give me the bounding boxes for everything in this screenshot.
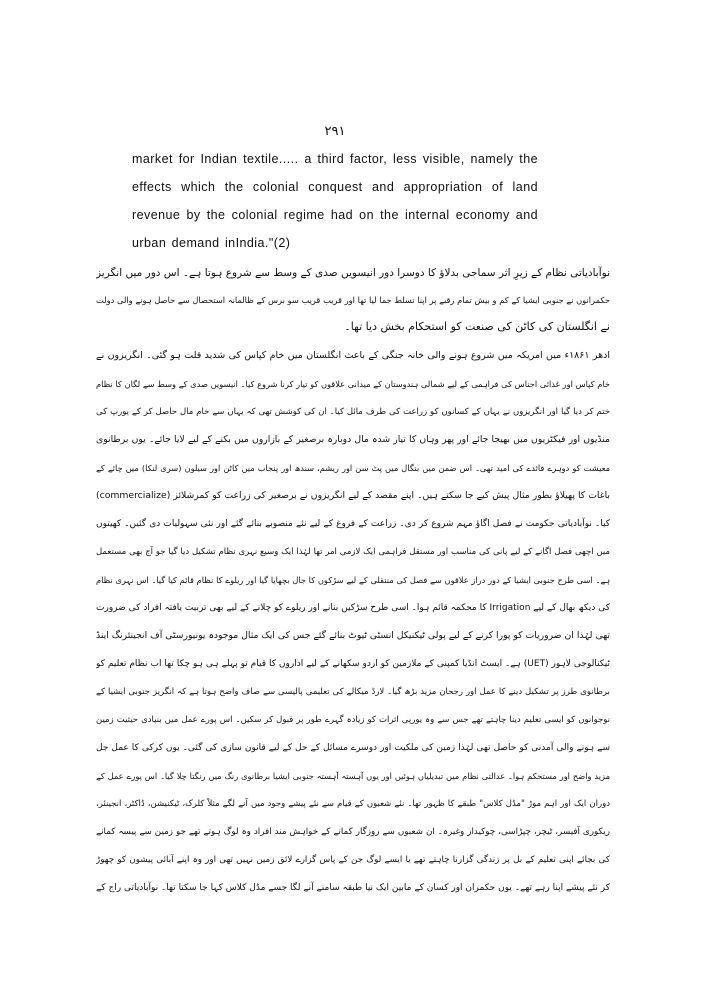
urdu-line-11: میں اچھی فصل اگانے کے لیے پانی کی مناسب اور مستقل فراہمی ایک لازمی امر تھا لہٰذا ایک وسیع نہری نظام تشکیل دیا گیا جو آج بھی مستعمل: [96, 547, 610, 557]
urdu-line-15: ٹیکنالوجی لاہور (UET) ہے۔ ایسٹ انڈیا کمپنی کے ملازمین کو اردو سکھانے کے لیے اداروں کا قیام تو پہلے ہی ہو چکا تھا اب نظام تعلیم کو: [96, 659, 610, 669]
urdu-line-9: باغات کا پھیلاؤ بطور مثال پیش کیے جا سکتے ہیں۔ اپنے مقصد کے لیے انگریزوں نے برصغیر کی زراعت کو کمرشلائز (commercialize): [96, 490, 610, 501]
urdu-line-18: سے ہونے والی آمدنی کو حاصل تھی لہٰذا زمین کی ملکیت اور دوسرے مسائل کے حل کے لیے قانون سازی کی گئی۔ یوں کرکی کا عمل جل: [96, 743, 610, 753]
urdu-line-12: ہے۔ اسی طرح جنوبی ایشیا کے دور دراز علاقوں سے فصل کی منتقلی کے لیے سڑکوں کا جال بچھایا گیا اور ریلوے کا نظام قائم کیا گیا۔ اس نہری نظام: [96, 575, 610, 585]
urdu-line-7: منڈیوں اور فیکٹریوں میں بھیجا جائے اور پھر وہاں کا تیار شدہ مال دوبارہ برصغیر کے بازاروں میں بکنے کے لیے لایا جائے۔ یوں برطانوی: [96, 434, 610, 445]
urdu-line-4: ادھر ۱۸۶۱ء میں امریکہ میں شروع ہونے والی خانہ جنگی کے باعث انگلستان میں خام کپاس کی شدید قلت ہو گئی۔ انگریزوں نے: [96, 350, 610, 361]
urdu-line-6: ختم کر دیا گیا اور انگریزوں نے یہاں کے کسانوں کو زراعت کی طرف مائل کیا۔ ان کی کوشش تھی کہ یہاں سے خام مال حاصل کر کے یورپ کی: [96, 407, 610, 417]
urdu-line-14: تھی لہٰذا ان ضروریات کو پورا کرنے کے لیے پولی ٹیکنیکل انسٹی ٹیوٹ بنائے گئے جس کی ایک مثال موجودہ یونیورسٹی آف انجینئرنگ اینڈ: [96, 630, 610, 641]
urdu-line-23: کر نئے پیشے اپنا رہے تھے۔ یوں حکمران اور کسان کے مابین ایک نیا طبقہ سامنے آنے لگا جسے مڈل کلاس کہا جا سکتا تھا۔ نوآبادیاتی راج کے: [96, 883, 610, 893]
page-number: ۲۹۱: [324, 124, 346, 139]
urdu-line-13: کی دیکھ بھال کے لیے Irrigation کا محکمہ قائم ہوا۔ اسی طرح سڑکیں بنانے اور ریلوے کو چلانے کے لیے بھی تربیت یافتہ افراد کی ضرورت: [96, 603, 610, 613]
urdu-line-16: برطانوی طرز پر تشکیل دینے کا عمل اور رجحان مزید بڑھ گیا۔ لارڈ میکالے کی تعلیمی پالیسی سے صاف واضح ہوتا ہے کہ انگریز جنوبی ایشیا کے: [96, 687, 610, 697]
urdu-line-3: نے انگلستان کی کاٹن کی صنعت کو استحکام بخش دیا تھا۔: [344, 320, 610, 333]
quote-line-3: revenue by the colonial regime had on the internal economy and: [132, 208, 538, 222]
urdu-line-22: کی بجائے اپنی تعلیم کے بل پر زندگی گزارنا چاہتے تھے یا ایسے لوگ جن کے پاس گزارے لائق زمین نہیں تھی اور وہ اپنے آبائی پیشوں کو چھوڑ: [96, 855, 610, 865]
urdu-line-17: نوجوانوں کو ایسی تعلیم دینا چاہتے تھے جس سے وہ یورپی اثرات کو زیادہ گہرے طور پر قبول کر سکیں۔ اس پورے عمل میں بنیادی حیثیت زمین: [96, 715, 610, 725]
quote-line-1: market for Indian textile..... a third factor, less visible, namely the: [132, 152, 538, 166]
urdu-line-2: حکمرانوں نے جنوبی ایشیا کے کم و بیش تمام رقبے پر اپنا تسلط جما لیا تھا اور قریب قریب سو برس کے ظالمانہ استحصال سے حاصل ہونے والی دولت: [96, 295, 610, 305]
urdu-line-19: مزید واضح اور مستحکم ہوا۔ عدالتی نظام میں تبدیلیاں ہوئیں اور یوں آہستہ آہستہ جنوبی ایشیا برطانوی رنگ میں رنگتا چلا گیا۔ اس پورے عمل کے: [96, 771, 610, 781]
urdu-line-10: کیا۔ نوآبادیاتی حکومت نے فصل اگاؤ مہم شروع کر دی۔ زراعت کے فروغ کے لیے نئے منصوبے بنائے گئے اور نئی سہولیات دی گئیں۔ کھیتوں: [96, 519, 610, 529]
urdu-line-5: خام کپاس اور غذائی اجناس کی فراہمی کے لیے شمالی ہندوستان کے میدانی علاقوں کو تیار کرنا شروع کیا۔ انیسویں صدی کے وسط سے لگان کا نظام: [96, 379, 610, 389]
urdu-line-21: ریکوری آفیسر، ٹیچر، چپڑاسی، چوکیدار وغیرہ۔ ان شعبوں سے روزگار کمانے کے خواہش مند افراد وہ لوگ ہوتے تھے جو زمین سے پیسہ کمانے: [96, 827, 610, 837]
quote-line-4: urban demand inIndia."(2): [132, 236, 291, 250]
urdu-line-1: نوآبادیاتی نظام کے زیرِ اثر سماجی بدلاؤ کا دوسرا دور انیسویں صدی کے وسط سے شروع ہوتا ہے۔ اس دور میں انگریز: [96, 267, 610, 279]
quote-line-2: effects which the colonial conquest and appropriation of land: [132, 180, 538, 194]
urdu-line-20: دوران ایک اور اہم موڑ "مڈل کلاس" طبقے کا ظہور تھا۔ نئے شعبوں کے قیام سے نئے پیشے وجود میں آنے لگے مثلاً کلرک، ٹیکنیشن، ڈاکٹر، انجینئر،: [96, 799, 610, 809]
urdu-line-8: معیشت کو دوہرے فائدے کی امید تھی۔ اس ضمن میں بنگال میں پٹ سن اور ریشم، سندھ اور پنجاب میں کاٹن اور سیلون (سری لنکا) میں چائے کے: [96, 463, 610, 473]
